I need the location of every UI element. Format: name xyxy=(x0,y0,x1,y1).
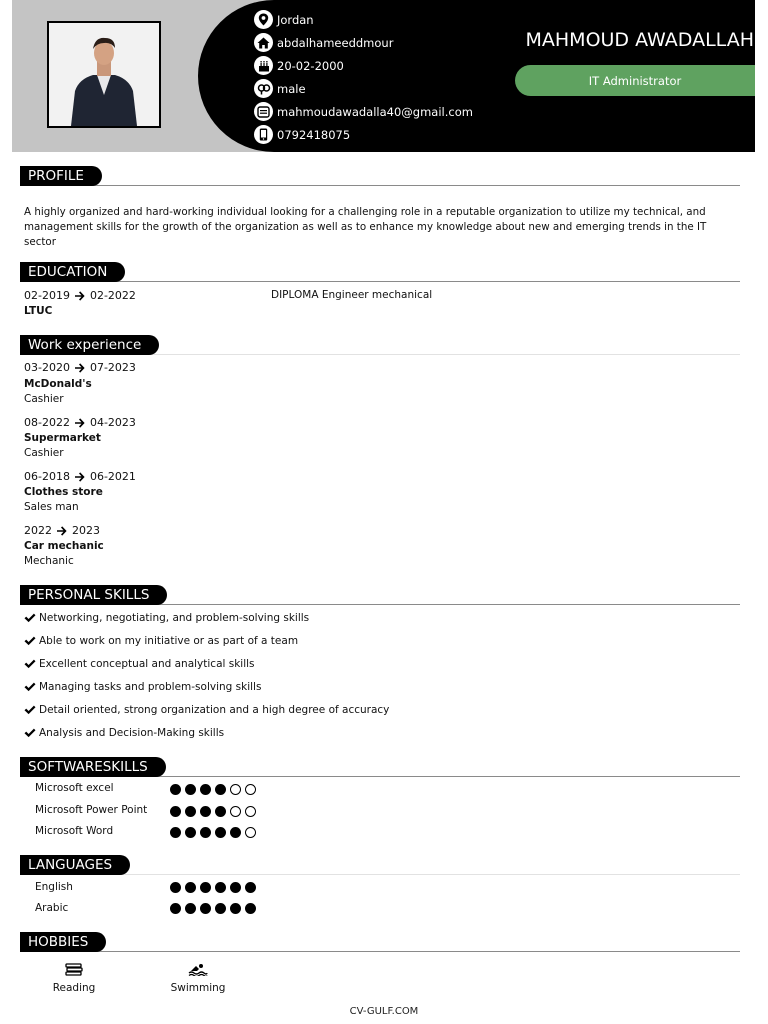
rating-dot-empty xyxy=(230,806,241,817)
books-icon xyxy=(65,963,83,976)
personal-skill-item xyxy=(24,658,255,670)
rating-dot-filled xyxy=(245,903,256,914)
work-company: Clothes store xyxy=(24,486,103,498)
personal-skills-heading-label: PERSONAL SKILLS xyxy=(20,585,167,605)
contact-gender-text: male xyxy=(277,81,306,96)
profile-heading-label: PROFILE xyxy=(20,166,102,186)
work-item-dates xyxy=(24,524,100,537)
work-item-dates xyxy=(24,416,136,429)
rating-dot-filled xyxy=(200,903,211,914)
personal-skill-text: Detail oriented, strong organization and a high degree of accuracy xyxy=(39,704,390,716)
language-rating xyxy=(170,882,260,893)
education-section-heading xyxy=(20,262,740,282)
personal-skill-text: Analysis and Decision-Making skills xyxy=(39,727,225,739)
languages-heading-label: LANGUAGES xyxy=(20,855,130,875)
checkmark-icon xyxy=(24,728,36,738)
language-rating xyxy=(170,903,260,914)
checkmark-icon xyxy=(24,659,36,669)
contact-birthdate-text: 20-02-2000 xyxy=(277,58,344,73)
email-icon xyxy=(254,102,273,121)
education-school: LTUC xyxy=(24,305,53,317)
rating-dot-filled xyxy=(215,903,226,914)
education-dates xyxy=(24,289,136,302)
footer-watermark: CV-GULF.COM xyxy=(349,1006,419,1017)
contact-gender xyxy=(254,77,473,100)
work-role: Cashier xyxy=(24,393,64,405)
rating-dot-filled xyxy=(185,903,196,914)
rating-dot-filled xyxy=(230,903,241,914)
work-end-date: 06-2021 xyxy=(89,470,136,483)
software-skills-heading-label: SOFTWARESKILLS xyxy=(20,757,166,777)
rating-dot-filled xyxy=(200,806,211,817)
rating-dot-filled xyxy=(215,806,226,817)
languages-section-heading xyxy=(20,855,740,875)
rating-dot-filled xyxy=(170,827,181,838)
rating-dot-filled xyxy=(200,784,211,795)
software-skill-rating xyxy=(170,806,260,817)
personal-skill-item xyxy=(24,612,309,624)
contact-birthdate xyxy=(254,54,473,77)
checkmark-icon xyxy=(24,613,36,623)
work-heading-label: Work experience xyxy=(20,335,159,355)
contact-phone[interactable] xyxy=(254,123,473,146)
personal-skill-text: Managing tasks and problem-solving skills xyxy=(39,681,262,693)
personal-skill-item xyxy=(24,704,389,716)
education-end-date: 02-2022 xyxy=(89,289,136,302)
work-role: Cashier xyxy=(24,447,64,459)
software-skill-rating xyxy=(170,827,260,838)
personal-skill-item xyxy=(24,635,298,647)
profile-photo xyxy=(47,21,161,128)
rating-dot-filled xyxy=(230,882,241,893)
hobby-item xyxy=(158,963,238,994)
contact-email[interactable] xyxy=(254,100,473,123)
rating-dot-empty xyxy=(245,784,256,795)
education-heading-label: EDUCATION xyxy=(20,262,125,282)
software-skills-section-heading xyxy=(20,757,740,777)
work-company: Supermarket xyxy=(24,432,101,444)
work-end-date: 07-2023 xyxy=(89,361,136,374)
work-company: McDonald's xyxy=(24,378,92,390)
rating-dot-filled xyxy=(200,882,211,893)
rating-dot-empty xyxy=(230,784,241,795)
swimmer-icon xyxy=(188,963,208,976)
mobile-phone-icon xyxy=(254,125,273,144)
personal-skill-text: Networking, negotiating, and problem-solving skills xyxy=(39,612,310,624)
work-role: Sales man xyxy=(24,501,79,513)
home-icon xyxy=(254,33,273,52)
work-company: Car mechanic xyxy=(24,540,104,552)
language-name: English xyxy=(35,881,73,893)
work-end-date: 2023 xyxy=(72,524,100,537)
checkmark-icon xyxy=(24,682,36,692)
contact-phone-text[interactable]: 0792418075 xyxy=(277,127,351,142)
rating-dot-filled xyxy=(245,882,256,893)
contact-location xyxy=(254,8,473,31)
hobby-label: Reading xyxy=(52,982,96,994)
rating-dot-filled xyxy=(185,827,196,838)
work-section-heading xyxy=(20,335,740,355)
birthday-cake-icon xyxy=(254,56,273,75)
checkmark-icon xyxy=(24,636,36,646)
hobby-item xyxy=(34,963,114,994)
rating-dot-filled xyxy=(185,882,196,893)
work-start-date: 06-2018 xyxy=(24,470,70,483)
personal-skill-text: Able to work on my initiative or as part of a team xyxy=(39,635,299,647)
work-start-date: 03-2020 xyxy=(24,361,70,374)
arrow-right-icon xyxy=(75,472,85,482)
education-start-date: 02-2019 xyxy=(24,289,70,302)
hobby-label: Swimming xyxy=(170,982,226,994)
work-start-date: 08-2022 xyxy=(24,416,70,429)
education-degree: DIPLOMA Engineer mechanical xyxy=(271,289,433,301)
personal-skill-text: Excellent conceptual and analytical skills xyxy=(39,658,255,670)
hobbies-section-heading xyxy=(20,932,740,952)
contact-location-text: Jordan xyxy=(277,12,314,27)
rating-dot-empty xyxy=(245,827,256,838)
rating-dot-filled xyxy=(170,903,181,914)
rating-dot-filled xyxy=(215,882,226,893)
language-name: Arabic xyxy=(35,902,69,914)
personal-skills-section-heading xyxy=(20,585,740,605)
person-photo-icon xyxy=(49,23,159,126)
rating-dot-filled xyxy=(230,827,241,838)
gender-icon xyxy=(254,79,273,98)
rating-dot-filled xyxy=(185,806,196,817)
profile-section-heading xyxy=(20,166,740,186)
work-start-date: 2022 xyxy=(24,524,52,537)
software-skill-name: Microsoft excel xyxy=(35,782,114,794)
checkmark-icon xyxy=(24,705,36,715)
software-skill-rating xyxy=(170,784,260,795)
work-end-date: 04-2023 xyxy=(89,416,136,429)
location-pin-icon xyxy=(254,10,273,29)
rating-dot-filled xyxy=(170,784,181,795)
software-skill-name: Microsoft Word xyxy=(35,825,114,837)
contact-address-text: abdalhameeddmour xyxy=(277,35,394,50)
arrow-right-icon xyxy=(75,363,85,373)
personal-skill-item xyxy=(24,727,224,739)
rating-dot-filled xyxy=(215,827,226,838)
job-title-badge xyxy=(515,65,755,96)
job-title-text: IT Administrator xyxy=(588,73,682,88)
rating-dot-filled xyxy=(200,827,211,838)
profile-text: A highly organized and hard-working individual looking for a challenging role in a reputable organization to utilize my technical, and management skills for the growth of the organization as well as to enhance my knowledge about new and emerging trends in the IT sector xyxy=(24,206,707,248)
software-skill-name: Microsoft Power Point xyxy=(35,804,148,816)
work-item-dates xyxy=(24,470,136,483)
work-item-dates xyxy=(24,361,136,374)
arrow-right-icon xyxy=(57,526,67,536)
arrow-right-icon xyxy=(75,291,85,301)
hobbies-heading-label: HOBBIES xyxy=(20,932,106,952)
contact-email-text[interactable]: mahmoudawadalla40@gmail.com xyxy=(277,104,473,119)
contact-address xyxy=(254,31,473,54)
personal-skill-item xyxy=(24,681,261,693)
rating-dot-filled xyxy=(185,784,196,795)
work-role: Mechanic xyxy=(24,555,74,567)
rating-dot-filled xyxy=(170,882,181,893)
rating-dot-filled xyxy=(215,784,226,795)
arrow-right-icon xyxy=(75,418,85,428)
contact-list xyxy=(254,8,473,146)
rating-dot-filled xyxy=(170,806,181,817)
rating-dot-empty xyxy=(245,806,256,817)
candidate-name: MAHMOUD AWADALLAH xyxy=(525,29,754,51)
